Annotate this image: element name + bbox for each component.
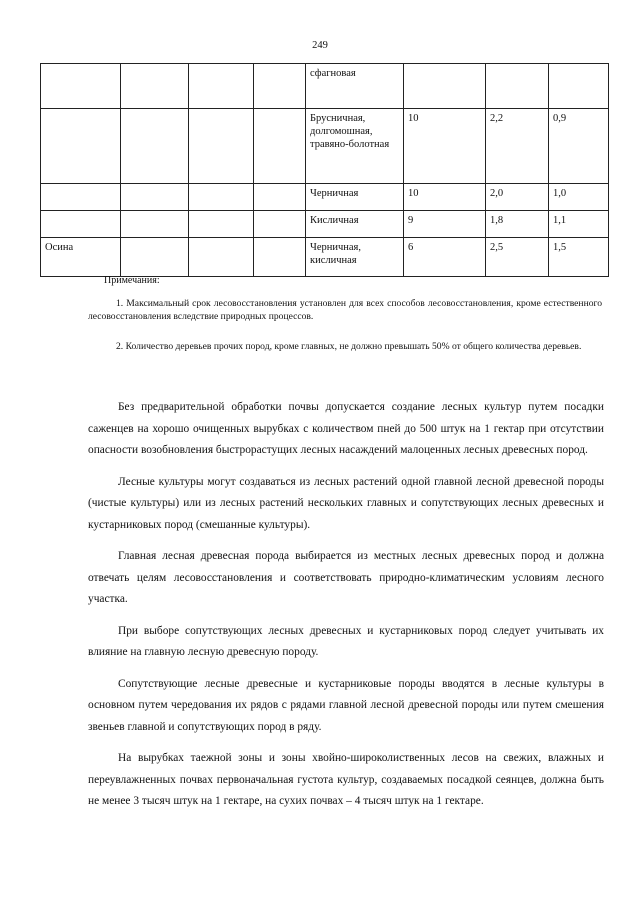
table-cell-type: сфагновая	[306, 64, 404, 109]
table-cell-v1	[404, 64, 486, 109]
table-cell-v3: 1,1	[549, 211, 609, 238]
paragraph-3: Главная лесная древесная порода выбирается из местных лесных древесных пород и должна отвечать целям лесовосстановления и соответствовать природно-климатическим условиям лесного участка.	[88, 550, 604, 605]
table-cell-c1	[41, 109, 121, 184]
table-cell-v1: 10	[404, 184, 486, 211]
notes-title: Примечания:	[104, 275, 160, 286]
forest-regeneration-table	[40, 63, 609, 277]
table-cell-c4	[254, 238, 306, 277]
table-cell-v1: 6	[404, 238, 486, 277]
note-2: 2. Количество деревьев прочих пород, кроме главных, не должно превышать 50% от общего количества деревьев.	[116, 341, 582, 352]
table-cell-v2: 2,0	[486, 184, 549, 211]
table-cell-c1	[41, 211, 121, 238]
table-cell-c4	[254, 211, 306, 238]
table-cell-v1: 9	[404, 211, 486, 238]
table-cell-v2: 2,2	[486, 109, 549, 184]
table-cell-c2	[121, 211, 189, 238]
table-cell-c4	[254, 109, 306, 184]
table-cell-c2	[121, 184, 189, 211]
table-row	[41, 211, 609, 238]
paragraph-1: Без предварительной обработки почвы допускается создание лесных культур путем посадки саженцев на хорошо очищенных вырубках с количеством пней до 500 штук на 1 гектар при отсутствии опасности возобновления быстрорастущих лесных насаждений малоценных лесных древесных пород.	[88, 401, 604, 456]
note-1: 1. Максимальный срок лесовосстановления установлен для всех способов лесовосстановления, кроме естественного лесовосстановления вследствие природных процессов.	[88, 298, 602, 322]
paragraph-6: На вырубках таежной зоны и зоны хвойно-широколиственных лесов на свежих, влажных и переувлажненных почвах первоначальная густота культур, создаваемых посадкой сеянцев, должна быть не менее 3 тысяч штук на 1 гектаре, на сухих почвах – 4 тысяч штук на 1 гектаре.	[88, 752, 604, 807]
table-cell-v3: 1,0	[549, 184, 609, 211]
paragraph-4: При выборе сопутствующих лесных древесных и кустарниковых пород следует учитывать их влияние на главную лесную древесную породу.	[88, 624, 604, 658]
table-row	[41, 109, 609, 184]
table-cell-c4	[254, 64, 306, 109]
table-cell-c2	[121, 238, 189, 277]
table-cell-v3: 1,5	[549, 238, 609, 277]
table-cell-v2	[486, 64, 549, 109]
table-cell-type: Черничная	[306, 184, 404, 211]
table-row	[41, 64, 609, 109]
table-cell-type: Брусничная, долгомошная, травяно-болотная	[306, 109, 404, 184]
table-cell-v2: 1,8	[486, 211, 549, 238]
table-cell-c3	[189, 211, 254, 238]
paragraph-5: Сопутствующие лесные древесные и кустарниковые породы вводятся в лесные культуры в основном путем чередования их рядов с рядами главной лесной древесной породы или путем смешения звеньев главной и сопутствующих пород в ряду.	[88, 677, 604, 733]
table-cell-type: Кисличная	[306, 211, 404, 238]
page-number: 249	[312, 40, 328, 51]
table-cell-v2: 2,5	[486, 238, 549, 277]
table-row	[41, 238, 609, 277]
table-cell-c1	[41, 64, 121, 109]
body-text	[88, 397, 604, 823]
table-cell-v3: 0,9	[549, 109, 609, 184]
table-cell-c1: Осина	[41, 238, 121, 277]
table-cell-c3	[189, 238, 254, 277]
table-cell-c3	[189, 184, 254, 211]
table-cell-c2	[121, 109, 189, 184]
table-cell-c1	[41, 184, 121, 211]
table-body	[41, 64, 609, 277]
table-cell-c3	[189, 109, 254, 184]
table-cell-c2	[121, 64, 189, 109]
table-row	[41, 184, 609, 211]
paragraph-2: Лесные культуры могут создаваться из лесных растений одной главной лесной древесной породы (чистые культуры) или из лесных растений нескольких главных и сопутствующих лесных древесных и кустарниковых пород (смешанные культуры).	[88, 475, 604, 531]
table-cell-v1: 10	[404, 109, 486, 184]
table-cell-v3	[549, 64, 609, 109]
table-cell-type: Черничная, кисличная	[306, 238, 404, 277]
table-cell-c3	[189, 64, 254, 109]
table-cell-c4	[254, 184, 306, 211]
